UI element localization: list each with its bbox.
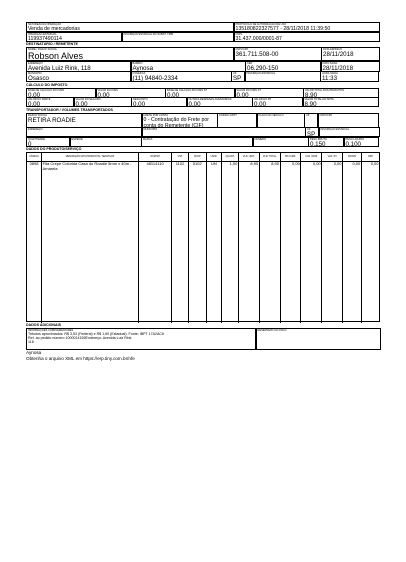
recipient-cpf-value: 361.711.508-00 <box>235 51 279 58</box>
antt-code <box>217 113 257 128</box>
exit-date <box>321 61 380 72</box>
table-row <box>27 161 379 323</box>
net-weight-label: PESO LÍQUIDO <box>345 137 365 141</box>
recipient-cep-label: CEP <box>247 61 253 65</box>
recipient-district-label: BAIRRO <box>132 61 143 65</box>
complementary-info <box>26 328 256 350</box>
recipient-address-label: ENDEREÇO <box>28 61 43 65</box>
other-expenses-label: OUTRAS DESPESAS ACESSÓRIAS <box>188 98 232 101</box>
col-bc-icms: BC ICMS <box>280 153 301 161</box>
exit-date-label: DATA SAÍDA <box>322 61 338 65</box>
recipient-phone-value: (11) 94840-2334 <box>132 75 178 82</box>
cell-total-value: 8,90 <box>259 161 280 323</box>
emission-date-label: DATA EMISSÃO <box>323 48 342 51</box>
recipient-city-label: MUNICÍPIO <box>28 72 42 75</box>
carrier-state-reg-label: INSCRIÇÃO ESTADUAL <box>320 128 350 131</box>
carrier-address-label: ENDEREÇO <box>28 128 43 131</box>
cell-icms-value: 0,00 <box>301 161 322 323</box>
total-products-label: VALOR TOTAL DOS PRODUTOS <box>305 88 345 92</box>
cell-unit-value: 8,90 <box>238 161 259 323</box>
issuer-cnpj <box>234 32 381 42</box>
cell-code: 0898 <box>27 161 42 323</box>
volume-brand-label: MARCA <box>143 137 153 141</box>
recipient-address-value: Avenida Luiz Rink, 118 <box>28 64 91 72</box>
fisco-reserved-label: RESERVADO AO FISCO <box>257 329 287 332</box>
volume-number-label: NÚMERO <box>254 137 267 141</box>
products-table <box>26 152 380 322</box>
freight-by-value: 0 - Contratação do Frete por conta do Remetente (CIF) <box>143 116 209 128</box>
carrier-city-label: MUNICÍPIO <box>143 128 158 131</box>
ipi-label: VALOR DO IPI <box>254 98 272 101</box>
col-total-value: VLR. TOTAL <box>259 153 280 161</box>
freight-value <box>26 97 74 107</box>
vehicle-plate <box>257 113 305 128</box>
registration-row <box>26 32 380 42</box>
net-weight <box>344 137 379 147</box>
icms-label: VALOR DO ICMS <box>97 88 118 92</box>
recipient-cep <box>245 61 321 72</box>
protocol-label: PROTOCOLO DE AUTORIZAÇÃO DE USO <box>235 23 287 26</box>
recipient-cep-value: 06.290-150 <box>247 64 279 72</box>
transport-row-3 <box>26 137 380 147</box>
products-section-title: DADOS DO PRODUTO/SERVIÇO <box>26 147 82 151</box>
transport-row-1 <box>26 113 380 128</box>
total-products <box>303 88 379 98</box>
total-products-value: 8,90 <box>305 91 318 98</box>
col-code: CÓDIGO <box>27 153 42 161</box>
col-icms-value: VLR. ICMS <box>301 153 322 161</box>
total-note-label: VALOR TOTAL DA NOTA <box>304 98 334 101</box>
recipient-phone-label: FONE/FAX <box>132 72 146 75</box>
tax-row-2 <box>26 97 380 107</box>
exit-time <box>320 71 379 82</box>
discount <box>131 97 187 107</box>
cell-cst: 1102 <box>172 161 189 323</box>
recipient-address <box>26 61 131 72</box>
col-quantity: QUANT. <box>222 153 239 161</box>
recipient-city-value: Osasco <box>28 75 49 82</box>
carrier-name-value: RETIRA ROADIE <box>28 116 76 124</box>
insurance <box>74 97 132 107</box>
icms-value: 0,00 <box>97 91 110 98</box>
freight-by-label: FRETE POR CONTA <box>143 113 168 117</box>
col-cfop: CFOP <box>188 153 206 161</box>
cell-ipi-rate: 0,00 <box>370 161 379 166</box>
carrier-cnpj <box>318 113 379 128</box>
antt-code-label: CÓDIGO ANTT <box>219 113 237 117</box>
additional-section-title: DADOS ADICIONAIS <box>26 323 62 327</box>
complementary-info-line: Ref. ao pedido número 1000014159Endereço: Avenida Luiz Rink <box>28 336 132 341</box>
transport-section-title: TRANSPORTADOR / VOLUMES TRANSPORTADOS <box>26 107 113 112</box>
freight-value-label: VALOR DO FRETE <box>28 98 51 101</box>
fisco-reserved <box>256 328 381 350</box>
recipient-cpf <box>234 47 322 61</box>
other-expenses-value: 0,00 <box>188 101 201 107</box>
carrier-cnpj-label: CNPJ/CPF <box>319 113 333 117</box>
col-description: DESCRIÇÃO DOS PRODUTOS / SERVIÇOS <box>42 153 139 161</box>
col-cst: CST <box>172 153 189 161</box>
products-header-row <box>27 153 379 161</box>
carrier-uf <box>305 127 319 137</box>
complementary-info-label: INFORMAÇÕES COMPLEMENTARES <box>28 329 74 332</box>
icms-st-label: VALOR DO ICMS ST <box>236 88 261 92</box>
cell-icms-rate: 0,00 <box>343 161 362 323</box>
tax-row-1 <box>26 88 380 98</box>
icms-st <box>235 88 304 98</box>
recipient-name-label: NOME / RAZÃO SOCIAL <box>28 48 58 51</box>
discount-label: DESCONTO <box>133 98 148 101</box>
emission-date-value: 28/11/2018 <box>323 51 354 58</box>
state-registration-st-label: INSCRIÇÃO ESTADUAL DO SUBST. TRIB. <box>123 32 174 36</box>
gross-weight <box>308 137 344 147</box>
volume-quantity-value: 0 <box>28 140 32 147</box>
cell-ipi-value: 0,00 <box>322 161 343 323</box>
tax-section-title: CÁLCULO DO IMPOSTO <box>26 82 68 87</box>
insurance-label: VALOR DO SEGURO <box>75 98 101 101</box>
ipi <box>252 97 303 107</box>
exit-time-label: HORA SAÍDA <box>322 72 338 75</box>
volume-brand <box>141 137 253 147</box>
carrier-uf-label: UF <box>307 128 311 131</box>
ipi-value: 0,00 <box>254 101 267 107</box>
vehicle-plate-label: PLACA DO VEÍCULO <box>258 113 284 117</box>
issuer-cnpj-label: CNPJ <box>235 32 243 36</box>
footer <box>26 350 380 362</box>
exit-time-value: 11:33 <box>322 75 338 82</box>
carrier-state-reg <box>319 127 380 137</box>
recipient-uf-value: SP <box>233 75 242 82</box>
complementary-info-line: Tributos aproximados: R$ 3,53 (Federal) e R$ 1,60 (Estadual). Fonte: IBPT 17A2AC6 <box>28 332 165 336</box>
carrier-city <box>142 127 306 137</box>
col-unit-value: VLR. UNIT. <box>238 153 259 161</box>
protocol <box>234 22 381 32</box>
base-icms-st <box>165 88 235 98</box>
cell-description: Fita Crepe Colorida Casa do Roadie 5mm x 40m - Amarela <box>42 161 139 323</box>
operation-row <box>26 22 380 32</box>
base-icms <box>26 88 96 98</box>
carrier-name <box>26 113 142 128</box>
recipient-city <box>26 71 131 82</box>
state-registration-st <box>122 32 235 42</box>
col-ipi-rate: %IPI <box>361 153 379 161</box>
state-registration <box>26 32 122 42</box>
carrier-uf-value: SP <box>307 131 316 137</box>
issuer-cnpj-value: 31.437.000/0001-87 <box>235 35 282 42</box>
net-weight-value: 0,100 <box>345 140 361 147</box>
recipient-uf <box>231 71 245 82</box>
col-ipi-value: VLR. IPI <box>322 153 343 161</box>
cell-cfop: 5102 <box>188 161 206 323</box>
operation-nature-label: NATUREZA DA OPERAÇÃO <box>28 23 62 26</box>
total-note-value: 8,90 <box>304 101 317 107</box>
recipient-district-value: Aynosa <box>132 64 154 72</box>
recipient-name <box>26 47 234 61</box>
insurance-value: 0,00 <box>75 101 88 107</box>
base-icms-label: BASE DE CÁLCULO DO ICMS <box>28 88 65 92</box>
recipient-state-reg-label: INSCRIÇÃO ESTADUAL <box>246 72 276 75</box>
cell-unit: UN <box>206 161 222 323</box>
col-ncm: NCM/SH <box>138 153 171 161</box>
protocol-value: 135180822327577 - 28/11/2018 11:39:50 <box>235 26 331 32</box>
freight-value-amount: 0,00 <box>28 101 41 107</box>
complementary-info-line: 118 <box>28 340 34 345</box>
footer-line: Aynosa <box>26 349 42 355</box>
operation-nature <box>26 22 234 32</box>
emission-date <box>321 47 380 61</box>
base-icms-st-value: 0,00 <box>167 91 180 98</box>
carrier-name-label: RAZÃO SOCIAL <box>28 113 48 117</box>
base-icms-st-label: BASE DE CÁLCULO DO ICMS ST <box>167 88 208 92</box>
cell-quantity: 1,00 <box>222 161 239 323</box>
volume-kind-label: ESPÉCIE <box>71 137 83 141</box>
other-expenses <box>187 97 253 107</box>
base-icms-value: 0,00 <box>28 91 41 98</box>
volume-number <box>253 137 309 147</box>
state-registration-label: INSCRIÇÃO ESTADUAL <box>28 32 57 36</box>
state-registration-value: 119937490114 <box>28 35 62 42</box>
discount-value: 0,00 <box>133 101 146 107</box>
gross-weight-label: PESO BRUTO <box>310 137 327 141</box>
col-unit: UNID. <box>206 153 222 161</box>
danfe-document <box>26 22 380 542</box>
recipient-section-title: DESTINATÁRIO / REMETENTE <box>26 42 78 46</box>
recipient-row-3 <box>26 71 380 82</box>
icms-st-value: 0,00 <box>236 91 249 98</box>
recipient-name-value: Robson Alves <box>28 51 84 61</box>
volume-quantity-label: QUANTIDADE <box>28 137 46 141</box>
recipient-row-2 <box>26 61 380 72</box>
operation-nature-value: Venda de mercadorias <box>28 26 80 32</box>
exit-date-value: 28/11/2018 <box>322 64 354 72</box>
transport-row-2 <box>26 127 380 137</box>
cell-bc-icms: 0,00 <box>280 161 301 323</box>
icms <box>96 88 166 98</box>
xml-link[interactable]: Obtenha o arquivo XML em https://erp.tiny.com.br/nfe <box>26 355 135 361</box>
volume-kind <box>70 137 142 147</box>
vehicle-uf-label: UF <box>306 113 310 117</box>
recipient-row-1 <box>26 47 380 61</box>
gross-weight-value: 0,150 <box>310 140 326 147</box>
additional-row <box>26 328 380 350</box>
carrier-address <box>26 127 142 137</box>
recipient-uf-label: UF <box>233 72 237 75</box>
recipient-district <box>131 61 246 72</box>
total-note <box>303 97 379 107</box>
volume-quantity <box>26 137 70 147</box>
col-icms-rate: %ICMS <box>343 153 362 161</box>
recipient-phone <box>131 71 232 82</box>
recipient-state-reg <box>245 71 321 82</box>
recipient-cpf-label: CNPJ/CPF <box>235 48 249 51</box>
vehicle-uf <box>304 113 318 128</box>
freight-by <box>142 113 218 128</box>
cell-ncm: 48114110 <box>138 161 171 323</box>
